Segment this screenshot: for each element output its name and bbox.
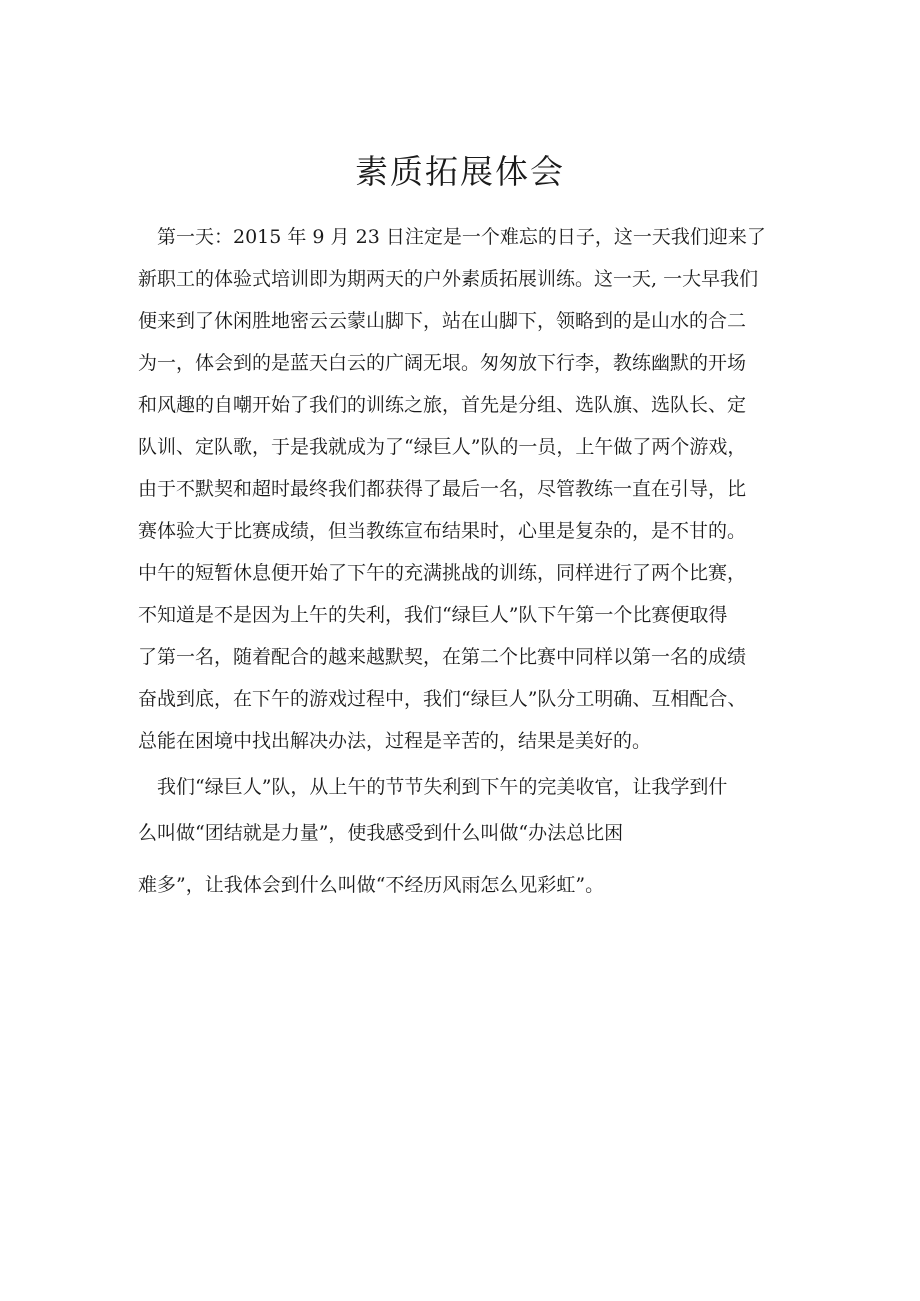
paragraph-line: 新职工的体验式培训即为期两天的户外素质拓展训练。这一天, 一大早我们 xyxy=(138,268,759,290)
paragraph-line: 第一天：2015 年 9 月 23 日注定是一个难忘的日子，这一天我们迎来了 xyxy=(138,226,766,248)
paragraph-line: 为一，体会到的是蓝天白云的广阔无垠。匆匆放下行李，教练幽默的开场 xyxy=(138,352,747,374)
document-title: 素质拓展体会 xyxy=(355,152,565,191)
paragraph-line: 中午的短暂休息便开始了下午的充满挑战的训练，同样进行了两个比赛， xyxy=(138,562,747,584)
paragraph-line: 了第一名，随着配合的越来越默契，在第二个比赛中同样以第一名的成绩 xyxy=(138,646,747,668)
paragraph-line: 么叫做“团结就是力量”，使我感受到什么叫做“办法总比困 xyxy=(138,822,624,844)
paragraph-line: 赛体验大于比赛成绩，但当教练宣布结果时，心里是复杂的，是不甘的。 xyxy=(138,520,747,542)
paragraph-line: 和风趣的自嘲开始了我们的训练之旅，首先是分组、选队旗、选队长、定 xyxy=(138,394,747,416)
paragraph-line: 我们“绿巨人”队，从上午的节节失利到下午的完美收官，让我学到什 xyxy=(138,776,728,798)
paragraph-line: 总能在困境中找出解决办法，过程是辛苦的，结果是美好的。 xyxy=(138,730,652,752)
paragraph-line: 不知道是不是因为上午的失利，我们“绿巨人”队下午第一个比赛便取得 xyxy=(138,604,728,626)
paragraph-line: 队训、定队歌，于是我就成为了“绿巨人”队的一员，上午做了两个游戏， xyxy=(138,436,747,458)
paragraph-line: 便来到了休闲胜地密云云蒙山脚下，站在山脚下，领略到的是山水的合二 xyxy=(138,310,747,332)
paragraph-line: 奋战到底，在下午的游戏过程中，我们“绿巨人”队分工明确、互相配合、 xyxy=(138,688,747,710)
paragraph-line: 难多”，让我体会到什么叫做“不经历风雨怎么见彩虹”。 xyxy=(138,874,605,896)
document-body xyxy=(138,216,802,910)
paragraph-line: 由于不默契和超时最终我们都获得了最后一名，尽管教练一直在引导，比 xyxy=(138,478,747,500)
